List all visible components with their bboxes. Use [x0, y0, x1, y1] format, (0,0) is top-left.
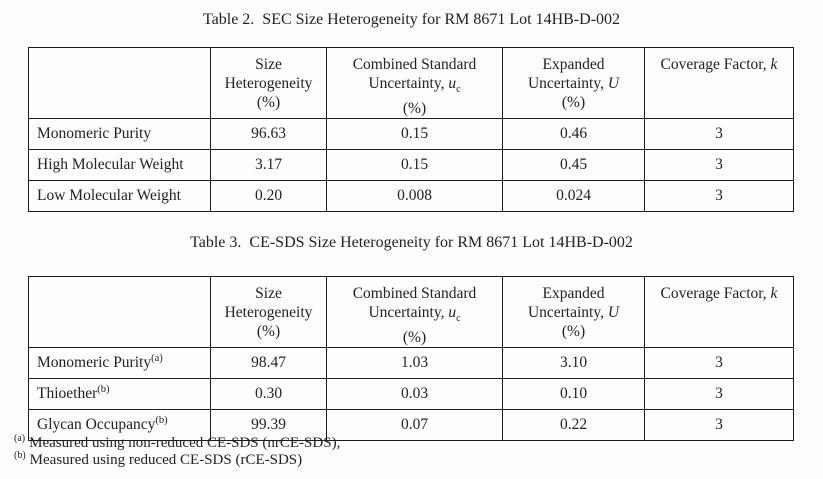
table3-cesds-size-heterogeneity — [28, 276, 794, 441]
expanded-uncertainty-cell: 0.45 — [503, 150, 645, 181]
row-label-cell: Monomeric Purity$^{(a)}$ — [29, 348, 211, 379]
table2-header-row — [29, 48, 794, 119]
coverage-factor-cell: 3 — [645, 150, 794, 181]
table2-title: Table 2. SEC Size Heterogeneity for RM 8671 Lot 14HB-D-002 — [202, 11, 621, 28]
expanded-uncertainty-cell: 0.10 — [503, 379, 645, 410]
expanded-uncertainty-cell: 0.46 — [503, 119, 645, 150]
coverage-factor-cell: 3 — [645, 379, 794, 410]
table2-header-coverage-factor: Coverage Factor, k — [645, 48, 794, 119]
table3-header-coverage-factor: Coverage Factor, k — [645, 277, 794, 348]
combined-uncertainty-cell: 0.15 — [327, 150, 503, 181]
footnote-a-text: Measured using non-reduced CE-SDS (nrCE-SDS), — [29, 435, 341, 451]
combined-uncertainty-cell: 0.03 — [327, 379, 503, 410]
footnote-b-marker: (b) — [14, 449, 26, 461]
table3-header-size-heterogeneity: Size Heterogeneity (%) — [211, 277, 327, 348]
table3-title: Table 3. CE-SDS Size Heterogeneity for RM 8671 Lot 14HB-D-002 — [190, 234, 633, 251]
row-label-cell: Monomeric Purity — [29, 119, 211, 150]
row-label-cell: Glycan Occupancy$^{(b)}$ — [29, 410, 211, 441]
table3-header-expanded-uncertainty: Expanded Uncertainty, U (%) — [503, 277, 645, 348]
table-row — [29, 119, 794, 150]
table3-header-combined-standard-uncertainty: Combined Standard Uncertainty, $u_c$ (%) — [327, 277, 503, 348]
combined-uncertainty-cell: 0.07 — [327, 410, 503, 441]
table-row — [29, 150, 794, 181]
table-row — [29, 379, 794, 410]
row-label-cell: Low Molecular Weight — [29, 181, 211, 212]
table3-header-row — [29, 277, 794, 348]
footnote-b — [14, 449, 340, 469]
combined-uncertainty-cell: 0.15 — [327, 119, 503, 150]
coverage-factor-cell: 3 — [645, 119, 794, 150]
table2-header-expanded-uncertainty: Expanded Uncertainty, U (%) — [503, 48, 645, 119]
table-row — [29, 348, 794, 379]
table-row — [29, 181, 794, 212]
coverage-factor-cell: 3 — [645, 181, 794, 212]
footnote-a-marker: (a) — [14, 433, 26, 444]
footnote-marker: (b) — [97, 383, 110, 395]
footnotes — [14, 435, 340, 468]
coverage-factor-cell: 3 — [645, 410, 794, 441]
footnote-a — [14, 435, 340, 452]
footnote-b-text: Measured using reduced CE-SDS (rCE-SDS) — [29, 451, 303, 468]
row-label-cell: High Molecular Weight — [29, 150, 211, 181]
coverage-factor-cell: 3 — [645, 348, 794, 379]
table2-header-size-heterogeneity: Size Heterogeneity (%) — [211, 48, 327, 119]
size-heterogeneity-cell: 99.39 — [211, 410, 327, 441]
footnote-marker: (b) — [155, 414, 168, 426]
table3-header-empty — [29, 277, 211, 348]
size-heterogeneity-cell: 96.63 — [211, 119, 327, 150]
expanded-uncertainty-cell: 0.024 — [503, 181, 645, 212]
size-heterogeneity-cell: 3.17 — [211, 150, 327, 181]
row-label-cell: Thioether$^{(b)}$ — [29, 379, 211, 410]
combined-uncertainty-cell: 1.03 — [327, 348, 503, 379]
table2-header-combined-standard-uncertainty: Combined Standard Uncertainty, $u_c$ (%) — [327, 48, 503, 119]
size-heterogeneity-cell: 98.47 — [211, 348, 327, 379]
size-heterogeneity-cell: 0.30 — [211, 379, 327, 410]
size-heterogeneity-cell: 0.20 — [211, 181, 327, 212]
table2-header-empty — [29, 48, 211, 119]
combined-uncertainty-cell: 0.008 — [327, 181, 503, 212]
expanded-uncertainty-cell: 0.22 — [503, 410, 645, 441]
expanded-uncertainty-cell: 3.10 — [503, 348, 645, 379]
footnote-marker: (a) — [151, 352, 163, 364]
table2-sec-size-heterogeneity — [28, 47, 794, 212]
